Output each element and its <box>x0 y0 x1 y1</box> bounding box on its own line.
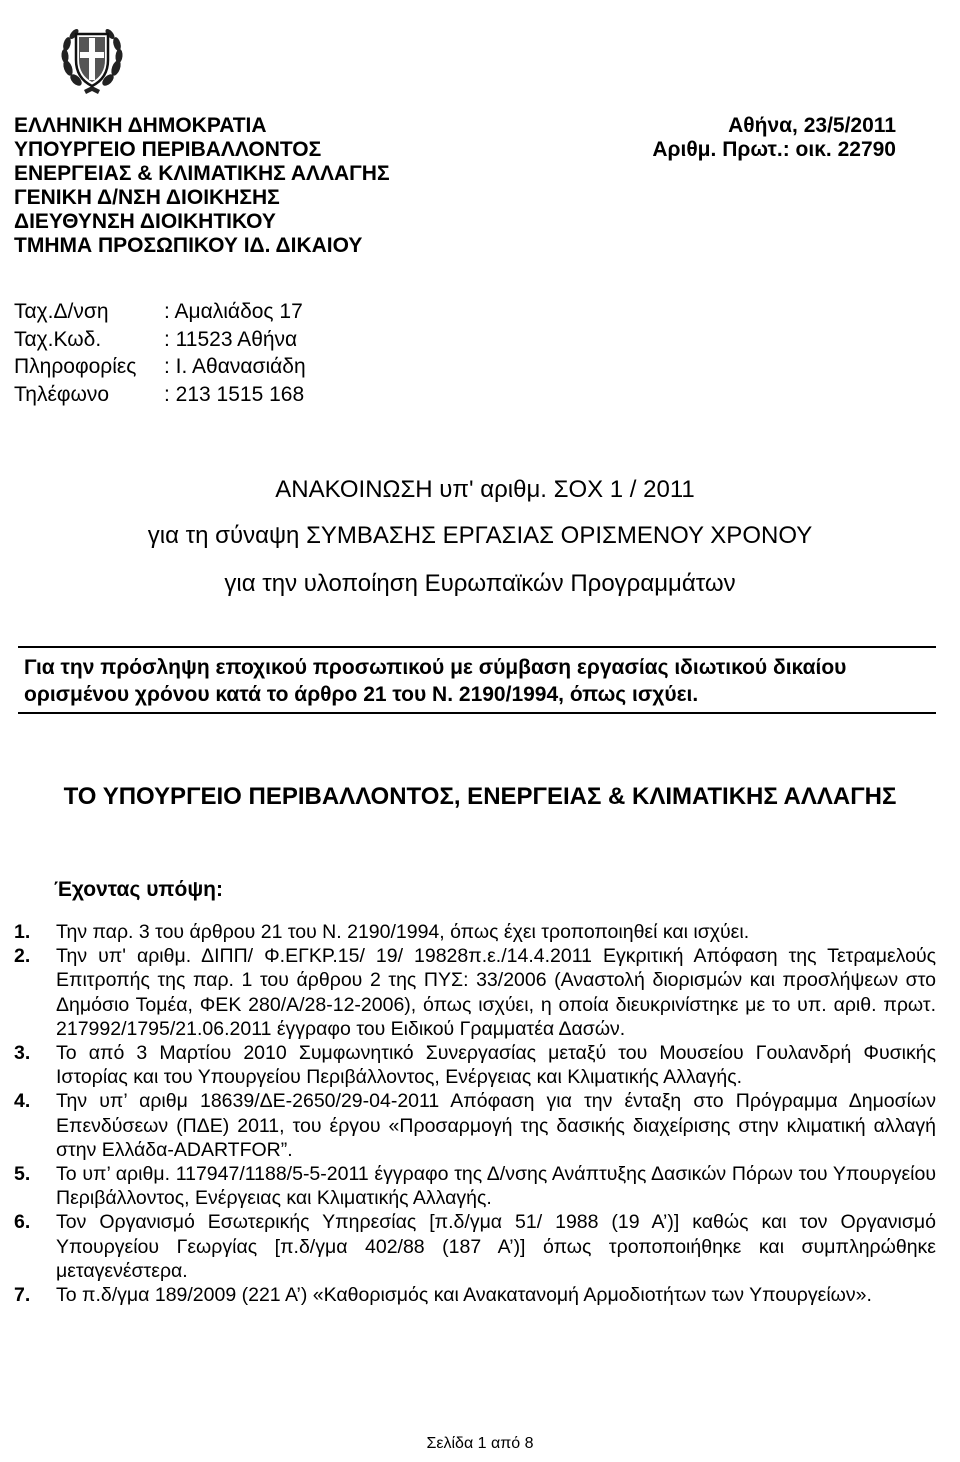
item-text: Το από 3 Μαρτίου 2010 Συμφωνητικό Συνεργασίας μεταξύ του Μουσείου Γουλανδρή Φυσικής Ιστορίας και του Υπουργείου Περιβάλλοντος, Ενέργειας και Κλιματικής Αλλαγής. <box>56 1042 936 1089</box>
item-text: Την παρ. 3 του άρθρου 21 του Ν. 2190/1994, όπως έχει τροποποιηθεί και ισχύει. <box>56 921 750 943</box>
header-line: ΕΝΕΡΓΕΙΑΣ & ΚΛΙΜΑΤΙΚΗΣ ΑΛΛΑΓΗΣ <box>14 162 390 185</box>
item-number: 6. <box>14 1211 31 1234</box>
list-item <box>14 1089 936 1162</box>
having-regard-heading: Έχοντας υπόψη: <box>54 878 223 901</box>
contact-row <box>14 326 306 354</box>
item-text: Τον Οργανισμό Εσωτερικής Υπηρεσίας [π.δ/γμα 51/ 1988 (19 Α’)] καθώς και τον Οργανισμό Υπουργείου Γεωργίας [π.δ/γμα 402/88 (187 Α’)] όπως τροποποιήθηκε και συμπληρώθηκε μεταγενέστερα. <box>56 1211 936 1282</box>
document-date: Αθήνα, 23/5/2011 <box>728 114 896 137</box>
contact-row <box>14 353 306 381</box>
ministry-heading: ΤΟ ΥΠΟΥΡΓΕΙΟ ΠΕΡΙΒΑΛΛΟΝΤΟΣ, ΕΝΕΡΓΕΙΑΣ & ΚΛΙΜΑΤΙΚΗΣ ΑΛΛΑΓΗΣ <box>63 783 897 810</box>
item-number: 5. <box>14 1163 31 1186</box>
header-line: ΕΛΛΗΝΙΚΗ ΔΗΜΟΚΡΑΤΙΑ <box>14 114 267 137</box>
list-item <box>14 1283 936 1307</box>
contact-key: Τηλέφωνο <box>14 382 110 406</box>
item-text: Την υπ' αριθμ. ΔΙΠΠ/ Φ.ΕΓΚΡ.15/ 19/ 19828π.ε./14.4.2011 Εγκριτική Απόφαση της Τετραμελούς Επιτροπής της παρ. 1 του άρθρου 2 της ΠΥΣ: 33/2006 (Αναστολή διορισμών και προσλήψεων στο Δημόσιο Τομέα, ΦΕΚ 280/Α/28-12-2006), όπως ισχύει, η οποία διευκρινίστηκε με το υπ. αριθ. πρωτ. 217992/1795/21.06.2011 έγγραφο του Ειδικού Γραμματέα Δασών. <box>56 945 936 1040</box>
item-text: Την υπ’ αριθμ 18639/ΔΕ-2650/29-04-2011 Απόφαση για την ένταξη στο Πρόγραμμα Δημοσίων Επενδύσεων (ΠΔΕ) 2011, του έργου «Προσαρμογή της δασικής διαχείρισης στην κλιματική αλλαγή στην Ελλάδα-ADARTFOR”. <box>56 1090 936 1161</box>
contact-value: : Ι. Αθανασιάδη <box>164 355 306 378</box>
contact-key: Πληροφορίες <box>14 355 137 378</box>
contact-row <box>14 298 306 326</box>
date-protocol-block <box>652 114 896 162</box>
list-item <box>14 920 936 944</box>
announcement-subtitle: για τη σύναψη ΣΥΜΒΑΣΗΣ ΕΡΓΑΣΙΑΣ ΟΡΙΣΜΕΝΟΥ ΧΡΟΝΟΥ <box>147 522 813 549</box>
header-line: ΥΠΟΥΡΓΕΙΟ ΠΕΡΙΒΑΛΛΟΝΤΟΣ <box>14 138 322 161</box>
summary-box: Για την πρόσληψη εποχικού προσωπικού με σύμβαση εργασίας ιδιωτικού δικαίου ορισμένου χρόνου κατά το άρθρο 21 του Ν. 2190/1994, όπως ισχύει. <box>18 646 936 714</box>
contact-row <box>14 381 306 409</box>
contact-value: : 213 1515 168 <box>164 382 305 406</box>
item-number: 4. <box>14 1090 31 1113</box>
issuing-authority-block <box>14 114 390 258</box>
considerations-list <box>14 920 936 1307</box>
list-item <box>14 1210 936 1283</box>
header-line: ΔΙΕΥΘΥΝΣΗ ΔΙΟΙΚΗΤΙΚΟΥ <box>14 210 276 233</box>
header-line: ΓΕΝΙΚΗ Δ/ΝΣΗ ΔΙΟΙΚΗΣΗΣ <box>14 186 280 209</box>
announcement-title: ΑΝΑΚΟΙΝΩΣΗ υπ' αριθμ. ΣΟΧ 1 / 2011 <box>275 476 695 503</box>
item-number: 2. <box>14 945 31 968</box>
item-text: Το υπ’ αριθμ. 117947/1188/5-5-2011 έγγραφο της Δ/νσης Ανάπτυξης Δασικών Πόρων του Υπουργείου Περιβάλλοντος, Ενέργειας και Κλιματικής Αλλαγής. <box>56 1163 936 1210</box>
header-line: ΤΜΗΜΑ ΠΡΟΣΩΠΙΚΟΥ ΙΔ. ΔΙΚΑΙΟΥ <box>14 234 363 257</box>
item-number: 7. <box>14 1284 31 1307</box>
item-number: 3. <box>14 1042 31 1065</box>
list-item <box>14 1162 936 1210</box>
contact-value: : Αμαλιάδος 17 <box>164 300 303 323</box>
list-item <box>14 944 936 1041</box>
item-text: Το π.δ/γμα 189/2009 (221 Α’) «Καθορισμός και Ανακατανομή Αρμοδιοτήτων των Υπουργείων». <box>56 1284 872 1307</box>
contact-info <box>14 298 306 408</box>
contact-key: Ταχ.Δ/νση <box>14 300 109 323</box>
page-number: Σελίδα 1 από 8 <box>426 1435 534 1452</box>
list-item <box>14 1041 936 1089</box>
protocol-number: Αριθμ. Πρωτ.: οικ. 22790 <box>652 138 896 161</box>
announcement-program: για την υλοποίηση Ευρωπαϊκών Προγραμμάτων <box>224 570 736 597</box>
item-number: 1. <box>14 921 31 943</box>
greek-state-emblem-icon <box>58 24 126 98</box>
contact-value: : 11523 Αθήνα <box>164 327 298 351</box>
contact-key: Ταχ.Κωδ. <box>14 327 102 351</box>
